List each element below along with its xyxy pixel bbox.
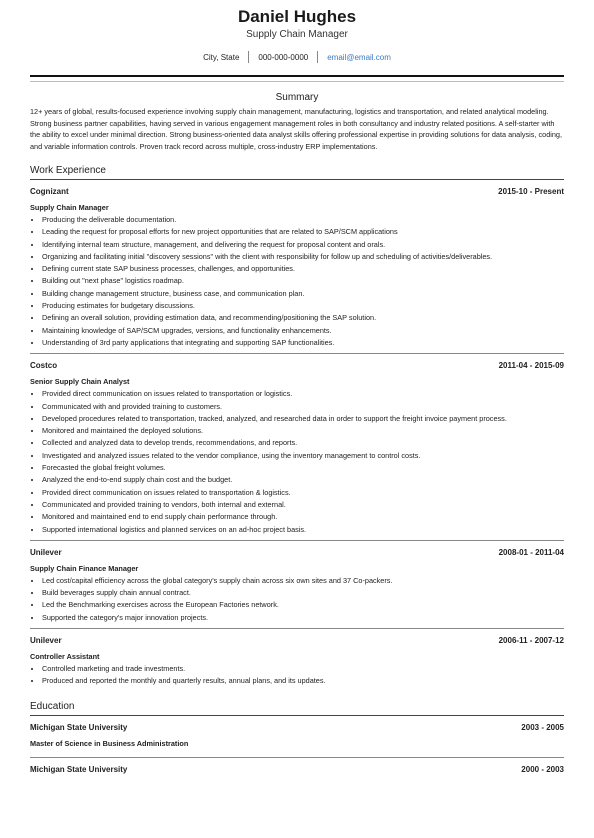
job-bullet: • Provided direct communication on issues related to transportation or logistics. (42, 388, 564, 400)
job-bullet: • Monitored and maintained end to end supply chain performance through. (42, 511, 564, 523)
job-bullet: • Producing estimates for budgetary discussions. (42, 300, 564, 312)
job-bullet: • Identifying internal team structure, management, and delivering the request for proposal content and orals. (42, 239, 564, 251)
job-bullet-list (30, 388, 564, 536)
company-name: Cognizant (30, 187, 69, 196)
job-bullet: • Monitored and maintained the deployed solutions. (42, 425, 564, 437)
work-experience-heading: Work Experience (30, 165, 106, 176)
education-entry (30, 764, 564, 776)
job-bullet-list (30, 663, 564, 688)
job-header (30, 186, 564, 198)
job-bullet: • Analyzed the end-to-end supply chain cost and the budget. (42, 474, 564, 486)
job-bullet-list (30, 214, 564, 349)
job-entry (30, 547, 564, 629)
location-text: City, State (203, 52, 240, 62)
job-divider (30, 540, 564, 541)
job-bullet: • Building change management structure, business case, and communication plan. (42, 288, 564, 300)
job-bullet: • Produced and reported the monthly and quarterly results, annual plans, and its updates. (42, 675, 564, 687)
work-experience-list (30, 186, 564, 688)
job-bullet: • Led cost/capital efficiency across the global category's supply chain across six own sites and 37 Co-packers. (42, 575, 564, 587)
job-header (30, 360, 564, 372)
job-bullet: • Producing the deliverable documentation. (42, 214, 564, 226)
job-divider (30, 353, 564, 354)
header-divider-thin (30, 81, 564, 82)
education-dates: 2003 - 2005 (521, 722, 564, 732)
candidate-role: Supply Chain Manager (246, 29, 348, 40)
education-header (30, 764, 564, 776)
job-title: Supply Chain Finance Manager (30, 563, 139, 573)
job-title: Senior Supply Chain Analyst (30, 377, 130, 387)
job-entry (30, 360, 564, 541)
job-bullet: • Supported international logistics and planned services on an ad-hoc project basis. (42, 524, 564, 536)
job-entry (30, 635, 564, 688)
job-entry (30, 186, 564, 354)
email-link[interactable]: email@email.com (327, 52, 391, 62)
job-bullet: • Organizing and facilitating initial "discovery sessions" with the client with responsibility for follow up and scheduling of activities/deliverables. (42, 251, 564, 263)
job-bullet: • Maintaining knowledge of SAP/SCM upgrades, versions, and functionality enhancements. (42, 325, 564, 337)
candidate-name: Daniel Hughes (237, 7, 357, 26)
job-bullet: • Collected and analyzed data to develop trends, recommendations, and reports. (42, 437, 564, 449)
education-header (30, 722, 564, 734)
job-bullet: • Communicated and provided training to vendors, both internal and external. (42, 499, 564, 511)
job-bullet: • Led the Benchmarking exercises across the European Factories network. (42, 599, 564, 611)
job-bullet: • Controlled marketing and trade investments. (42, 663, 564, 675)
education-heading: Education (30, 700, 75, 712)
job-bullet: • Forecasted the global freight volumes. (42, 462, 564, 474)
job-bullet: • Defining current state SAP business processes, challenges, and opportunities. (42, 263, 564, 275)
job-dates: 2011-04 - 2015-09 (498, 361, 564, 371)
summary-heading: Summary (275, 92, 319, 103)
job-title: Controller Assistant (30, 652, 100, 662)
job-bullet: • Building out "next phase" logistics roadmap. (42, 275, 564, 287)
company-name: Unilever (30, 547, 62, 557)
school-name: Michigan State University (30, 722, 128, 732)
company-name: Costco (30, 361, 58, 371)
job-bullet: • Defining an overall solution, providing estimation data, and recommending/positioning the SAP solution. (42, 312, 564, 324)
job-dates: 2008-01 - 2011-04 (498, 547, 564, 557)
degree-name: Master of Science in Business Administration (30, 738, 189, 748)
education-dates: 2000 - 2003 (521, 764, 564, 774)
job-bullet: • Leading the request for proposal efforts for new project opportunities that are related to SAP/SCM applications (42, 226, 564, 238)
job-bullet: • Developed procedures related to transportation, tracked, analyzed, and researched data in order to support the freight invoice payment process. (42, 413, 564, 425)
education-entry (30, 722, 564, 758)
header-divider (30, 75, 564, 77)
job-bullet: • Provided direct communication on issues related to transportation & logistics. (42, 487, 564, 499)
job-dates: 2006-11 - 2007-12 (498, 636, 564, 646)
section-divider (30, 179, 564, 180)
job-bullet: • Communicated with and provided training to customers. (42, 401, 564, 413)
school-name: Michigan State University (30, 764, 128, 774)
job-header (30, 635, 564, 647)
education-list (30, 722, 564, 776)
job-title: Supply Chain Manager (30, 203, 109, 212)
education-divider (30, 757, 564, 758)
job-bullet-list (30, 575, 564, 624)
job-divider (30, 628, 564, 629)
job-bullet: • Investigated and analyzed issues related to the vendor compliance, using the inventory management to control costs. (42, 450, 564, 462)
phone-text: 000-000-0000 (258, 52, 309, 62)
job-bullet: • Build beverages supply chain annual contract. (42, 587, 564, 599)
job-bullet: • Understanding of 3rd party applications that integrating and supporting SAP functionalities. (42, 337, 564, 349)
section-divider (30, 715, 564, 716)
job-bullet: • Supported the category's major innovation projects. (42, 612, 564, 624)
job-dates: 2015-10 - Present (498, 187, 564, 196)
company-name: Unilever (30, 636, 62, 646)
summary-text: 12+ years of global, results-focused experience involving supply chain management, manufacturing, logistics and transportation, and related analytical modeling. Strong business partner capabilities, having served in various engagement management roles in both consultancy and industry related positions. A self-starter with the ability to excel under minimal direction. Strong business-oriented data analyst skills offering professional expertise in providing solutions for data analysis, coding, and variable information controls. Proven track record across multiple, cross-industry ERP implementations. (30, 107, 563, 151)
contact-bar (30, 51, 564, 63)
job-header (30, 547, 564, 559)
